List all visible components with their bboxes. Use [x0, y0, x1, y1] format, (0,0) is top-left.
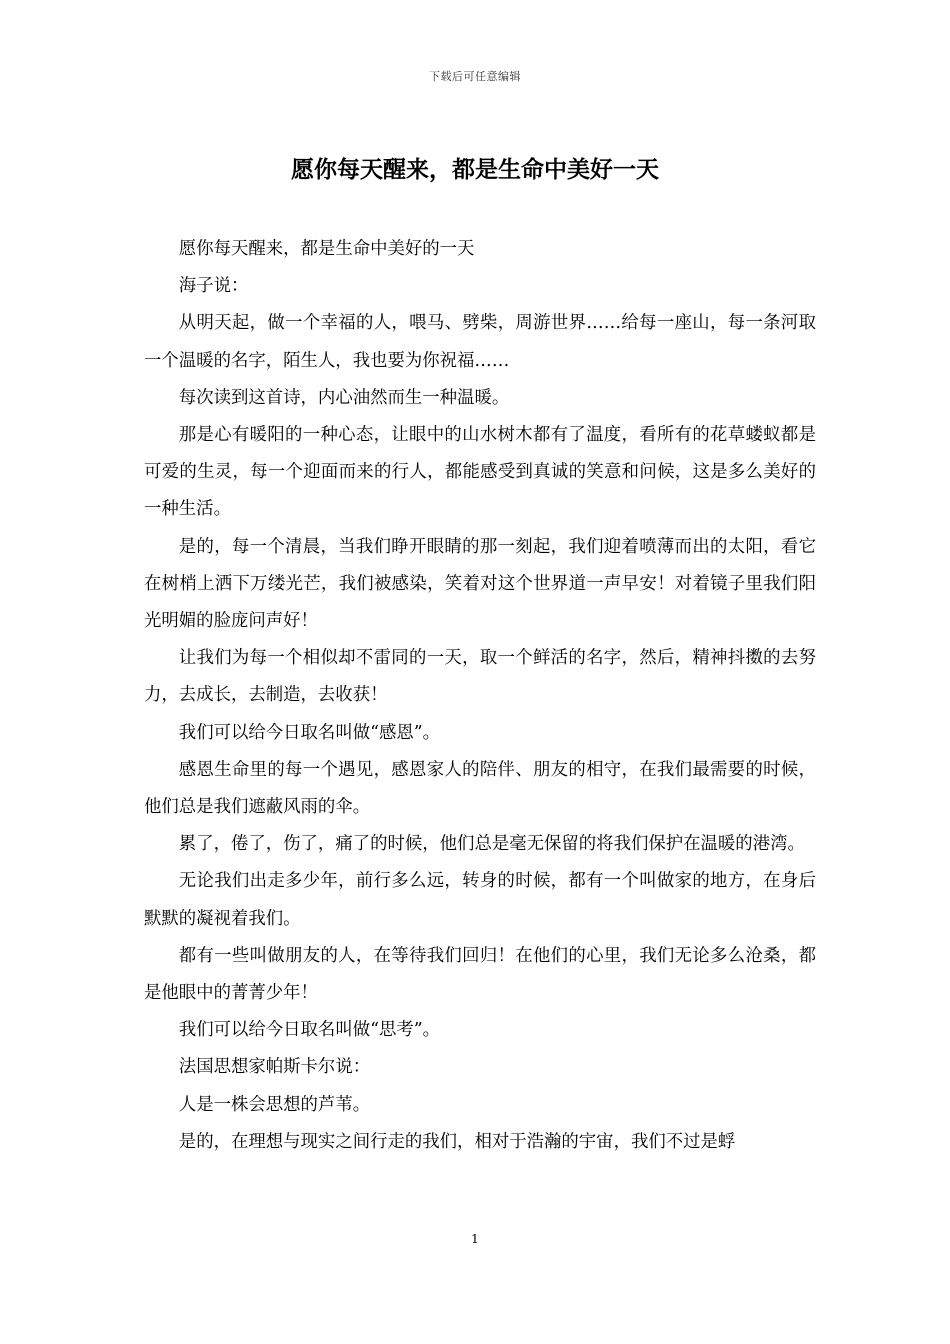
paragraph: 累了，倦了，伤了，痛了的时候，他们总是毫无保留的将我们保护在温暖的港湾。: [178, 834, 805, 855]
paragraph: 愿你每天醒来，都是生命中美好的一天: [178, 239, 475, 259]
paragraph: 我们可以给今日取名叫做“思考”。: [178, 1020, 441, 1041]
document-body: [144, 231, 816, 1161]
paragraph: 都有一些叫做朋友的人，在等待我们回归！在他们的心里，我们无论多么沧桑，都是他眼中的菁菁少年！: [144, 945, 816, 1004]
paragraph: 人是一株会思想的芦苇。: [178, 1094, 371, 1115]
paragraph: 是的，在理想与现实之间行走的我们，相对于浩瀚的宇宙，我们不过是蜉: [178, 1131, 736, 1152]
paragraph: 是的，每一个清晨，当我们睁开眼睛的那一刻起，我们迎着喷薄而出的太阳，看它在树梢上洒下万缕光芒，我们被感染，笑着对这个世界道一声早安！对着镜子里我们阳光明媚的脸庞问声好！: [144, 536, 816, 632]
paragraph: 感恩生命里的每一个遇见，感恩家人的陪伴、朋友的相守，在我们最需要的时候，他们总是我们遮蔽风雨的伞。: [144, 759, 816, 818]
paragraph: 海子说：: [178, 276, 249, 297]
paragraph: 无论我们出走多少年，前行多么远，转身的时候，都有一个叫做家的地方，在身后默默的凝视着我们。: [144, 871, 816, 929]
page-header: 下载后可任意编辑: [429, 70, 521, 83]
page-number: 1: [471, 1232, 479, 1246]
paragraph: 那是心有暖阳的一种心态，让眼中的山水树木都有了温度，看所有的花草蝼蚁都是可爱的生灵，每一个迎面而来的行人，都能感受到真诚的笑意和问候，这是多么美好的一种生活。: [144, 425, 816, 520]
paragraph: 我们可以给今日取名叫做“感恩”。: [178, 722, 441, 743]
paragraph: 法国思想家帕斯卡尔说：: [178, 1057, 371, 1078]
paragraph: 让我们为每一个相似却不雷同的一天，取一个鲜活的名字，然后，精神抖擞的去努力，去成长，去制造，去收获！: [144, 648, 816, 706]
document-title: 愿你每天醒来，都是生命中美好一天: [291, 156, 659, 183]
paragraph: 每次读到这首诗，内心油然而生一种温暖。: [178, 387, 510, 408]
paragraph: 从明天起，做一个幸福的人，喂马、劈柴，周游世界……给每一座山，每一条河取一个温暖的名字，陌生人，我也要为你祝福……: [144, 313, 816, 371]
